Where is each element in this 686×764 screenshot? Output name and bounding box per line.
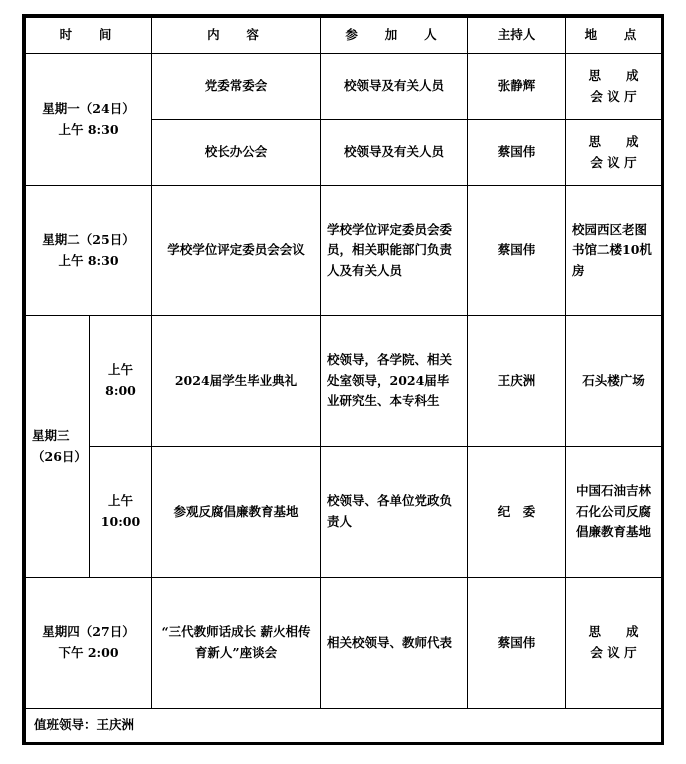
event-content: 参观反腐倡廉教育基地 [152, 447, 321, 578]
day-monday: 星期一（24日） 上午 8:30 [26, 54, 152, 186]
event-content: 校长办公会 [152, 120, 321, 186]
event-location: 思 成 会 议 厅 [566, 54, 662, 120]
event-time: 上午 8:00 [90, 316, 152, 447]
table-row [26, 447, 662, 578]
event-location: 校园西区老图书馆二楼10机房 [566, 186, 662, 316]
table-row [26, 316, 662, 447]
table-row [26, 54, 662, 120]
event-participants: 校领导及有关人员 [321, 120, 468, 186]
table-row [26, 578, 662, 709]
event-content: 党委常委会 [152, 54, 321, 120]
event-participants: 校领导及有关人员 [321, 54, 468, 120]
header-content: 内 容 [152, 18, 321, 54]
event-host: 纪 委 [468, 447, 566, 578]
event-location: 石头楼广场 [566, 316, 662, 447]
event-host: 蔡国伟 [468, 186, 566, 316]
event-location: 思 成 会 议 厅 [566, 120, 662, 186]
weekly-schedule-table [25, 17, 662, 743]
header-row [26, 18, 662, 54]
event-content: 学校学位评定委员会会议 [152, 186, 321, 316]
event-participants: 学校学位评定委员会委员，相关职能部门负责人及有关人员 [321, 186, 468, 316]
event-location: 思 成 会 议 厅 [566, 578, 662, 709]
header-location: 地 点 [566, 18, 662, 54]
table-row [26, 186, 662, 316]
day-tuesday: 星期二（25日） 上午 8:30 [26, 186, 152, 316]
event-host: 蔡国伟 [468, 578, 566, 709]
event-host: 王庆洲 [468, 316, 566, 447]
event-participants: 相关校领导、教师代表 [321, 578, 468, 709]
event-location: 中国石油吉林石化公司反腐倡廉教育基地 [566, 447, 662, 578]
event-participants: 校领导、各单位党政负责人 [321, 447, 468, 578]
header-time: 时 间 [26, 18, 152, 54]
duty-leader: 值班领导：王庆洲 [26, 709, 662, 743]
day-wednesday: 星期三 （26日） [26, 316, 90, 578]
header-host: 主持人 [468, 18, 566, 54]
event-host: 蔡国伟 [468, 120, 566, 186]
event-content: 2024届学生毕业典礼 [152, 316, 321, 447]
event-participants: 校领导，各学院、相关处室领导，2024届毕业研究生、本专科生 [321, 316, 468, 447]
header-participants: 参 加 人 [321, 18, 468, 54]
event-host: 张静辉 [468, 54, 566, 120]
event-content: “三代教师话成长 薪火相传育新人”座谈会 [152, 578, 321, 709]
footer-row [26, 709, 662, 743]
event-time: 上午 10:00 [90, 447, 152, 578]
day-thursday: 星期四（27日） 下午 2:00 [26, 578, 152, 709]
